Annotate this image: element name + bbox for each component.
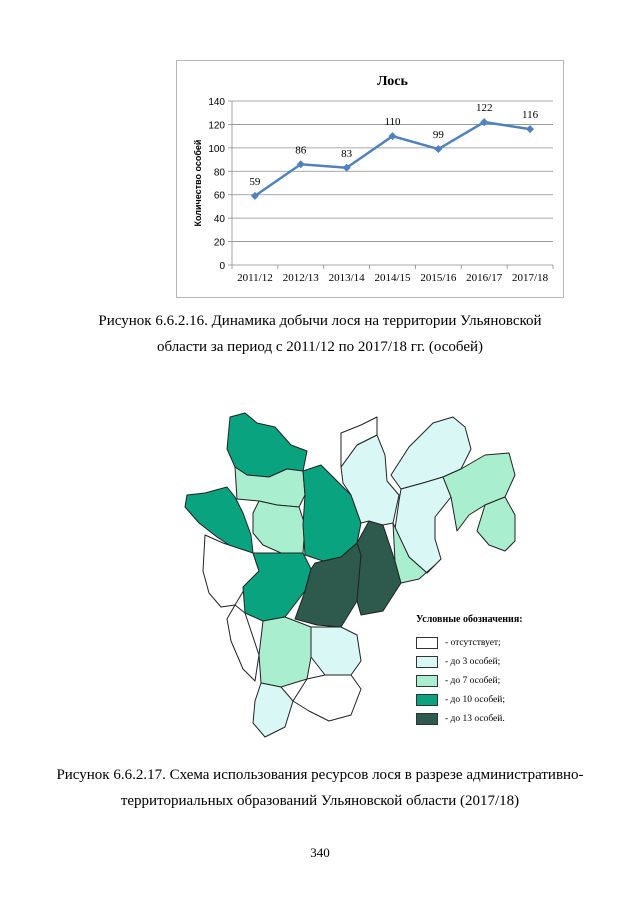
legend-label-none: - отсутствует; (445, 638, 501, 648)
legend-label-10: - до 10 особей; (445, 695, 505, 705)
district-far-south (253, 683, 293, 737)
data-label: 99 (432, 129, 444, 142)
map-legend (416, 614, 538, 730)
data-label: 59 (249, 175, 261, 188)
district-center (253, 501, 305, 553)
chart-canvas (177, 61, 563, 297)
districts-map (165, 405, 625, 745)
district-south-7 (259, 617, 311, 687)
legend-item-3 (416, 654, 538, 670)
x-tick-label: 2017/18 (512, 272, 549, 284)
y-tick-label: 20 (213, 237, 225, 249)
y-tick-label: 100 (208, 143, 225, 155)
district-nw (227, 413, 307, 477)
legend-item-7 (416, 673, 538, 689)
data-label: 122 (475, 102, 493, 115)
page-number: 340 (310, 845, 330, 860)
data-label: 116 (522, 109, 539, 122)
district-south-white (293, 675, 361, 721)
ulyanovsk-region-map (165, 405, 625, 745)
x-tick-label: 2016/17 (466, 272, 503, 284)
x-tick-label: 2015/16 (420, 272, 457, 284)
legend-swatch-3 (416, 656, 438, 668)
figure-caption-2 (0, 764, 640, 812)
caption-1-line-2: области за период с 2011/12 по 2017/18 гг. (особей) (156, 339, 484, 355)
legend-swatch-7 (416, 675, 438, 687)
x-tick-label: 2011/12 (237, 272, 273, 284)
legend-label-3: - до 3 особей; (445, 657, 501, 667)
y-tick-label: 140 (208, 97, 225, 108)
y-tick-label: 80 (213, 167, 225, 179)
legend-item-13 (416, 711, 538, 727)
legend-swatch-none (416, 637, 438, 649)
legend-label-7: - до 7 особей; (445, 676, 501, 686)
figure-caption-1 (0, 310, 640, 358)
chart-title: Лось (377, 74, 408, 89)
y-tick-label: 40 (213, 214, 225, 226)
data-label: 86 (295, 144, 307, 157)
district-south-blue (311, 627, 361, 675)
x-tick-label: 2012/13 (282, 272, 319, 284)
legend-swatch-10 (416, 694, 438, 706)
y-tick-label: 60 (213, 190, 225, 202)
y-tick-label: 120 (208, 120, 225, 132)
legend-item-none (416, 635, 538, 651)
caption-1-line-1: Рисунок 6.6.2.16. Динамика добычи лося на территории Ульяновской (98, 313, 542, 329)
y-axis-label: Количество особей (193, 139, 203, 227)
data-point (526, 125, 534, 133)
x-tick-label: 2013/14 (328, 272, 365, 284)
x-tick-label: 2014/15 (374, 272, 411, 284)
legend-label-13: - до 13 особей. (445, 714, 505, 724)
moose-harvest-chart (176, 60, 564, 298)
caption-2-line-1: Рисунок 6.6.2.17. Схема использования ресурсов лося в разрезе административно- (56, 767, 584, 783)
y-tick-label: 0 (219, 261, 225, 272)
data-label: 83 (341, 147, 353, 160)
legend-item-10 (416, 692, 538, 708)
legend-title: Условные обозначения: (416, 614, 523, 625)
caption-2-line-2: территориальных образований Ульяновской области (2017/18) (120, 793, 520, 809)
data-label: 110 (384, 116, 401, 129)
legend-swatch-13 (416, 713, 438, 725)
